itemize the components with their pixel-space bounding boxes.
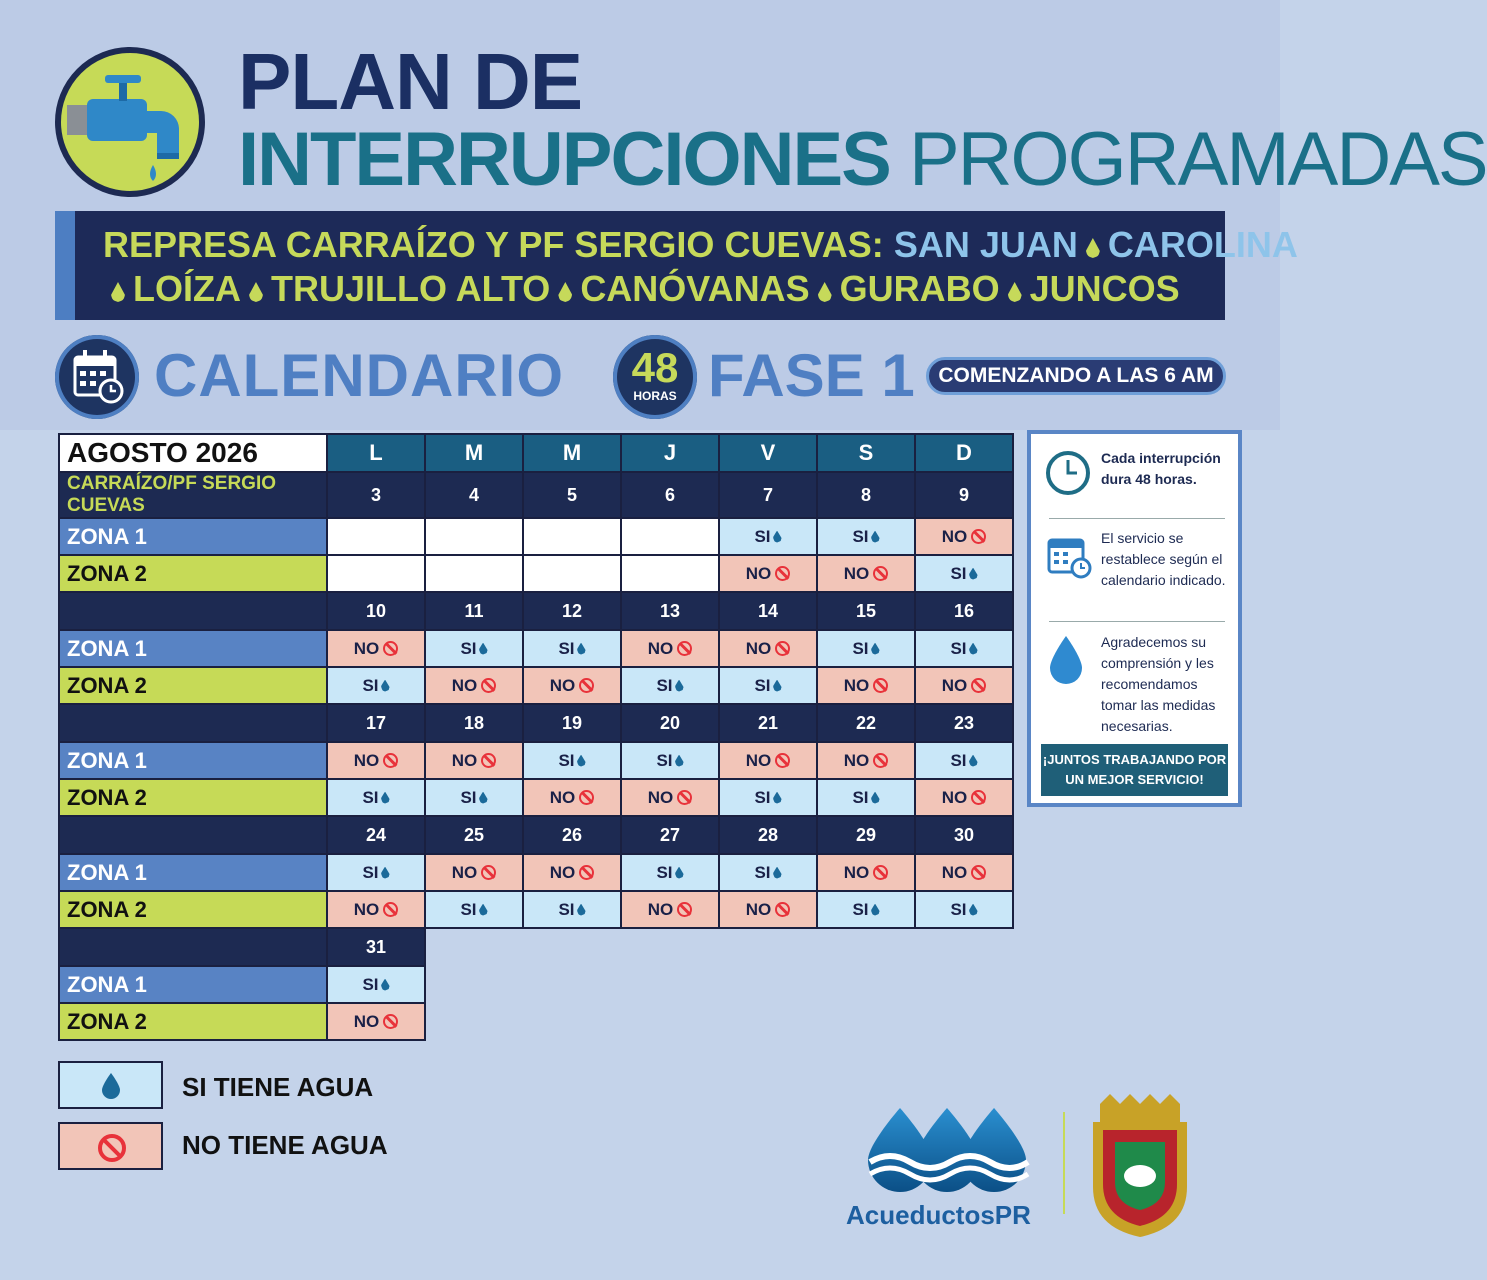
date-row (59, 928, 1013, 966)
drop-icon (111, 282, 125, 302)
date-row (59, 472, 1013, 518)
status-cell (915, 630, 1013, 667)
drop-icon (1086, 238, 1100, 258)
status-cell (719, 518, 817, 555)
zone1-row (59, 966, 1013, 1003)
status-text: SI (852, 526, 869, 546)
date-cell: 20 (621, 704, 719, 742)
water-drop-icon (479, 643, 488, 655)
weekday-header: M (425, 434, 523, 472)
date-row (59, 704, 1013, 742)
title-bold: INTERRUPCIONES (238, 117, 890, 202)
date-cell: 4 (425, 472, 523, 518)
date-cell: 13 (621, 592, 719, 630)
status-text: SI (754, 526, 771, 546)
empty-cell (621, 555, 719, 592)
month-label: AGOSTO 2026 (59, 434, 327, 472)
date-row-spacer (59, 816, 327, 854)
status-cell (817, 742, 915, 779)
water-drop-icon (871, 792, 880, 804)
status-text: NO (451, 750, 478, 770)
status-text: SI (460, 787, 477, 807)
service-area-banner (55, 211, 1298, 320)
town-6: JUNCOS (1029, 268, 1180, 309)
water-drop-icon (479, 792, 488, 804)
status-cell (523, 630, 621, 667)
no-water-icon (481, 753, 496, 768)
empty-cell (621, 518, 719, 555)
weekday-header: M (523, 434, 621, 472)
empty-cell (523, 555, 621, 592)
status-text: SI (656, 675, 673, 695)
banner-line1 (103, 223, 1298, 267)
status-cell (621, 891, 719, 928)
date-cell: 7 (719, 472, 817, 518)
date-row-spacer (59, 592, 327, 630)
hours-label: HORAS (633, 389, 677, 403)
status-text: SI (950, 750, 967, 770)
date-row-spacer (59, 928, 327, 966)
date-cell: 26 (523, 816, 621, 854)
status-text: SI (852, 787, 869, 807)
zone2-label: ZONA 2 (59, 891, 327, 928)
status-text: SI (460, 638, 477, 658)
water-drop-icon (577, 904, 586, 916)
status-cell (327, 854, 425, 891)
no-water-icon (971, 529, 986, 544)
status-text: SI (656, 862, 673, 882)
status-cell (915, 742, 1013, 779)
water-drop-icon (675, 680, 684, 692)
status-cell (719, 854, 817, 891)
status-text: NO (745, 563, 772, 583)
status-text: SI (460, 899, 477, 919)
date-cell: 31 (327, 928, 425, 966)
status-cell (523, 742, 621, 779)
no-water-icon (775, 753, 790, 768)
empty-cell (327, 555, 425, 592)
status-cell (523, 854, 621, 891)
hours-number: 48 (631, 344, 679, 391)
weekday-header: V (719, 434, 817, 472)
logo-divider (1063, 1112, 1065, 1214)
town-0: SAN JUAN (893, 224, 1078, 265)
date-row (59, 592, 1013, 630)
zone1-row (59, 518, 1013, 555)
empty-space (425, 1003, 523, 1040)
date-cell: 11 (425, 592, 523, 630)
empty-space (719, 928, 817, 966)
status-cell (327, 667, 425, 704)
status-cell (621, 630, 719, 667)
empty-space (425, 966, 523, 1003)
drop-icon (818, 282, 832, 302)
water-drop-icon (577, 755, 586, 767)
phase-heading: FASE 1 (708, 342, 915, 409)
town-2: LOÍZA (133, 268, 241, 309)
status-text: NO (941, 675, 968, 695)
status-text: SI (558, 638, 575, 658)
status-cell (915, 854, 1013, 891)
status-text: SI (754, 675, 771, 695)
banner-line2 (103, 267, 1225, 311)
reservoir-label: CARRAÍZO/PF SERGIO CUEVAS (59, 472, 327, 518)
weekday-header: S (817, 434, 915, 472)
status-cell (817, 779, 915, 816)
status-text: NO (549, 675, 576, 695)
status-text: NO (647, 899, 674, 919)
status-text: SI (362, 675, 379, 695)
water-drop-icon (871, 904, 880, 916)
no-water-icon (579, 865, 594, 880)
weekday-header: D (915, 434, 1013, 472)
empty-space (817, 928, 915, 966)
info-item-duration: Cada interrupción dura 48 horas. (1101, 450, 1221, 487)
date-cell: 6 (621, 472, 719, 518)
status-text: NO (353, 1011, 380, 1031)
town-4: CANÓVANAS (580, 268, 810, 309)
empty-cell (327, 518, 425, 555)
calendar-clock-icon (1045, 532, 1093, 580)
water-drop-icon (675, 755, 684, 767)
drop-icon (249, 282, 263, 302)
status-cell (817, 891, 915, 928)
water-drop-icon (969, 568, 978, 580)
no-water-icon (873, 678, 888, 693)
water-drop-icon (773, 531, 782, 543)
status-cell (915, 555, 1013, 592)
zone1-label: ZONA 1 (59, 518, 327, 555)
page-title-line2 (238, 117, 1487, 202)
date-cell: 8 (817, 472, 915, 518)
acueductos-brand: AcueductosPR (846, 1200, 1031, 1230)
info-box (1027, 430, 1242, 807)
status-cell (327, 891, 425, 928)
water-drop-icon (577, 643, 586, 655)
status-cell (327, 779, 425, 816)
banner-source: REPRESA CARRAÍZO Y PF SERGIO CUEVAS: (103, 224, 884, 265)
water-drop-icon (773, 680, 782, 692)
empty-space (621, 1003, 719, 1040)
coat-of-arms-icon (1085, 1092, 1195, 1242)
status-cell (621, 779, 719, 816)
empty-space (523, 928, 621, 966)
no-water-icon (971, 790, 986, 805)
water-drop-icon (969, 643, 978, 655)
town-3: TRUJILLO ALTO (270, 268, 551, 309)
status-text: SI (852, 899, 869, 919)
status-text: NO (353, 638, 380, 658)
town-1: CAROLINA (1107, 224, 1298, 265)
empty-space (719, 966, 817, 1003)
date-cell: 23 (915, 704, 1013, 742)
title-light: PROGRAMADAS (908, 117, 1487, 202)
status-cell (719, 779, 817, 816)
status-text: SI (362, 787, 379, 807)
status-text: NO (549, 787, 576, 807)
water-drop-icon (871, 531, 880, 543)
empty-space (621, 928, 719, 966)
no-water-icon (383, 641, 398, 656)
no-water-icon (873, 753, 888, 768)
no-water-icon (971, 678, 986, 693)
divider (1049, 621, 1225, 622)
status-text: NO (843, 675, 870, 695)
no-water-icon (775, 902, 790, 917)
water-drop-icon (381, 867, 390, 879)
legend-no-swatch (58, 1122, 163, 1170)
no-water-icon (481, 865, 496, 880)
date-row-spacer (59, 704, 327, 742)
calendar-heading: CALENDARIO (154, 342, 564, 409)
date-cell: 15 (817, 592, 915, 630)
info-item-thanks: Agradecemos su comprensión y les recomendamos tomar las medidas necesarias. (1101, 634, 1216, 734)
status-text: NO (843, 750, 870, 770)
acueductos-drops-logo (862, 1100, 1032, 1190)
legend-yes-label: SI TIENE AGUA (182, 1072, 374, 1102)
status-cell (425, 779, 523, 816)
weekday-row (59, 434, 1013, 472)
no-water-icon (677, 902, 692, 917)
status-text: NO (353, 750, 380, 770)
status-cell (327, 966, 425, 1003)
status-cell (817, 630, 915, 667)
zone2-row (59, 891, 1013, 928)
date-cell: 3 (327, 472, 425, 518)
water-drop-icon (1047, 634, 1085, 686)
status-cell (915, 891, 1013, 928)
zone1-row (59, 854, 1013, 891)
status-cell (719, 742, 817, 779)
status-text: NO (451, 675, 478, 695)
status-text: SI (950, 563, 967, 583)
status-text: SI (656, 750, 673, 770)
zone2-label: ZONA 2 (59, 667, 327, 704)
status-cell (915, 667, 1013, 704)
zone2-row (59, 667, 1013, 704)
status-cell (523, 891, 621, 928)
date-cell: 25 (425, 816, 523, 854)
empty-cell (425, 555, 523, 592)
status-cell (327, 1003, 425, 1040)
date-cell: 19 (523, 704, 621, 742)
status-text: NO (941, 787, 968, 807)
date-cell: 24 (327, 816, 425, 854)
zone1-row (59, 742, 1013, 779)
status-text: NO (647, 638, 674, 658)
divider (1049, 518, 1225, 519)
status-cell (327, 630, 425, 667)
status-cell (817, 667, 915, 704)
status-cell (523, 667, 621, 704)
empty-space (915, 1003, 1013, 1040)
info-footer: ¡JUNTOS TRABAJANDO POR UN MEJOR SERVICIO! (1041, 744, 1228, 796)
empty-space (915, 928, 1013, 966)
date-cell: 29 (817, 816, 915, 854)
legend-yes-swatch (58, 1061, 163, 1109)
date-cell: 30 (915, 816, 1013, 854)
status-text: NO (941, 862, 968, 882)
status-cell (425, 742, 523, 779)
empty-space (817, 966, 915, 1003)
date-cell: 12 (523, 592, 621, 630)
empty-space (915, 966, 1013, 1003)
no-water-icon (383, 1014, 398, 1029)
zone1-label: ZONA 1 (59, 742, 327, 779)
no-water-icon (383, 902, 398, 917)
drop-icon (1008, 282, 1022, 302)
status-cell (719, 630, 817, 667)
status-text: SI (950, 638, 967, 658)
zone2-label: ZONA 2 (59, 555, 327, 592)
town-5: GURABO (839, 268, 1000, 309)
date-cell: 22 (817, 704, 915, 742)
status-text: NO (549, 862, 576, 882)
status-text: NO (647, 787, 674, 807)
page-title-line1: PLAN DE (238, 37, 583, 126)
water-drop-icon (871, 643, 880, 655)
date-cell: 18 (425, 704, 523, 742)
status-cell (719, 891, 817, 928)
no-water-icon (677, 641, 692, 656)
water-drop-icon (381, 979, 390, 991)
no-water-icon (579, 678, 594, 693)
status-cell (425, 891, 523, 928)
zone2-row (59, 779, 1013, 816)
status-text: SI (362, 862, 379, 882)
status-text: NO (451, 862, 478, 882)
status-text: SI (754, 787, 771, 807)
status-text: SI (852, 638, 869, 658)
status-text: SI (558, 899, 575, 919)
status-cell (523, 779, 621, 816)
clock-icon (1043, 448, 1093, 498)
status-cell (621, 667, 719, 704)
status-cell (425, 630, 523, 667)
status-text: NO (745, 638, 772, 658)
status-cell (915, 779, 1013, 816)
status-cell (817, 555, 915, 592)
status-text: SI (362, 974, 379, 994)
empty-space (621, 966, 719, 1003)
no-water-icon (481, 678, 496, 693)
no-water-icon (775, 566, 790, 581)
start-time-pill: COMENZANDO A LAS 6 AM (926, 357, 1226, 395)
water-drop-icon (773, 867, 782, 879)
water-drop-icon (773, 792, 782, 804)
status-cell (425, 854, 523, 891)
status-cell (817, 854, 915, 891)
status-text: SI (950, 899, 967, 919)
water-drop-icon (969, 755, 978, 767)
water-drop-icon (479, 904, 488, 916)
calendar-icon (55, 335, 139, 419)
empty-cell (425, 518, 523, 555)
no-water-icon (873, 865, 888, 880)
empty-space (425, 928, 523, 966)
date-row (59, 816, 1013, 854)
no-water-icon (971, 865, 986, 880)
date-cell: 9 (915, 472, 1013, 518)
zone2-label: ZONA 2 (59, 1003, 327, 1040)
status-cell (915, 518, 1013, 555)
faucet-icon (55, 47, 205, 197)
zone2-row (59, 555, 1013, 592)
hours-badge (613, 335, 697, 419)
status-text: NO (843, 563, 870, 583)
status-text: NO (843, 862, 870, 882)
water-drop-icon (381, 792, 390, 804)
no-water-icon (873, 566, 888, 581)
status-cell (425, 667, 523, 704)
no-water-icon (775, 641, 790, 656)
status-cell (817, 518, 915, 555)
status-cell (327, 742, 425, 779)
date-cell: 16 (915, 592, 1013, 630)
date-cell: 21 (719, 704, 817, 742)
zone2-label: ZONA 2 (59, 779, 327, 816)
water-drop-icon (969, 904, 978, 916)
no-water-icon (579, 790, 594, 805)
status-cell (621, 854, 719, 891)
zone1-label: ZONA 1 (59, 854, 327, 891)
weekday-header: J (621, 434, 719, 472)
no-water-icon (677, 790, 692, 805)
zone2-row (59, 1003, 1013, 1040)
drop-icon (558, 282, 572, 302)
no-water-icon (383, 753, 398, 768)
zone1-label: ZONA 1 (59, 966, 327, 1003)
water-drop-icon (381, 680, 390, 692)
empty-space (523, 1003, 621, 1040)
zone1-label: ZONA 1 (59, 630, 327, 667)
status-text: NO (353, 899, 380, 919)
status-cell (719, 555, 817, 592)
info-item-restore: El servicio se restablece según el calendario indicado. (1101, 530, 1226, 588)
status-cell (719, 667, 817, 704)
date-cell: 5 (523, 472, 621, 518)
empty-space (817, 1003, 915, 1040)
weekday-header: L (327, 434, 425, 472)
schedule-table (58, 433, 1014, 1041)
date-cell: 14 (719, 592, 817, 630)
date-cell: 17 (327, 704, 425, 742)
status-text: NO (745, 899, 772, 919)
empty-cell (523, 518, 621, 555)
status-text: NO (941, 526, 968, 546)
date-cell: 27 (621, 816, 719, 854)
zone1-row (59, 630, 1013, 667)
date-cell: 28 (719, 816, 817, 854)
empty-space (523, 966, 621, 1003)
status-text: SI (558, 750, 575, 770)
water-drop-icon (675, 867, 684, 879)
status-cell (621, 742, 719, 779)
legend-no-label: NO TIENE AGUA (182, 1130, 388, 1160)
date-cell: 10 (327, 592, 425, 630)
status-text: NO (745, 750, 772, 770)
empty-space (719, 1003, 817, 1040)
status-text: SI (754, 862, 771, 882)
